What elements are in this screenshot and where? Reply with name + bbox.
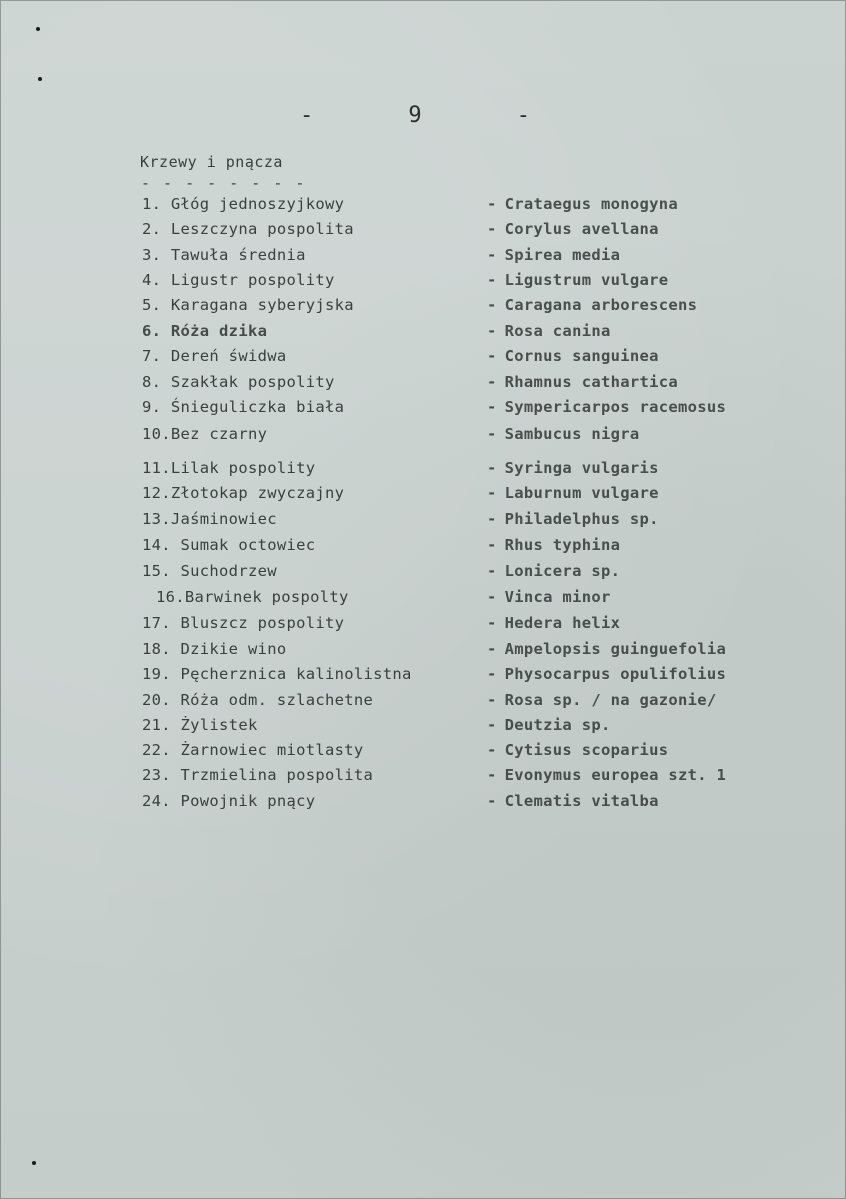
list-item: [0, 425, 846, 447]
page-number: 9: [408, 103, 422, 128]
polish-name: 15. Suchodrzew: [142, 562, 277, 580]
polish-name: 24. Powojnik pnący: [142, 792, 316, 810]
polish-name: 21. Żylistek: [142, 716, 258, 734]
latin-name: - Rosa canina: [487, 322, 611, 340]
latin-name: - Deutzia sp.: [487, 716, 611, 734]
heading-underline: - - - - - - - -: [141, 174, 307, 192]
list-item: [0, 614, 846, 636]
polish-name: 11.Lilak pospolity: [142, 459, 316, 477]
polish-name: 22. Żarnowiec miotlasty: [142, 741, 364, 759]
polish-name: 18. Dzikie wino: [142, 640, 287, 658]
list-item: [0, 766, 846, 788]
polish-name: 1. Głóg jednoszyjkowy: [142, 195, 345, 213]
polish-name: 12.Złotokap zwyczajny: [142, 484, 345, 502]
latin-name: - Corylus avellana: [487, 220, 659, 238]
list-item: [0, 322, 846, 344]
page-number-dash-right: -: [516, 103, 530, 128]
list-item: [0, 691, 846, 713]
list-item: [0, 459, 846, 481]
list-item: [0, 347, 846, 369]
list-item: [0, 792, 846, 814]
polish-name: 7. Dereń świdwa: [142, 347, 287, 365]
list-item: [0, 588, 846, 610]
polish-name: 14. Sumak octowiec: [142, 536, 316, 554]
list-item: [0, 716, 846, 738]
polish-name: 4. Ligustr pospolity: [142, 271, 335, 289]
list-item: [0, 510, 846, 532]
latin-name: - Lonicera sp.: [487, 562, 621, 580]
latin-name: - Clematis vitalba: [487, 792, 659, 810]
list-item: [0, 246, 846, 268]
latin-name: - Spirea media: [487, 246, 621, 264]
latin-name: - Philadelphus sp.: [487, 510, 659, 528]
latin-name: - Vinca minor: [487, 588, 611, 606]
polish-name: 16.Barwinek pospolty: [156, 588, 349, 606]
polish-name: 2. Leszczyna pospolita: [142, 220, 354, 238]
latin-name: - Rosa sp. / na gazonie/: [487, 691, 717, 709]
list-item: [0, 484, 846, 506]
latin-name: - Laburnum vulgare: [487, 484, 659, 502]
latin-name: - Ligustrum vulgare: [487, 271, 669, 289]
polish-name: 5. Karagana syberyjska: [142, 296, 354, 314]
polish-name: 6. Róża dzika: [142, 322, 268, 340]
list-item: [0, 373, 846, 395]
polish-name: 8. Szakłak pospolity: [142, 373, 335, 391]
list-item: [0, 195, 846, 217]
polish-name: 9. Śnieguliczka biała: [142, 398, 345, 416]
list-item: [0, 536, 846, 558]
list-item: [0, 665, 846, 687]
latin-name: - Ampelopsis guinguefolia: [487, 640, 727, 658]
latin-name: - Physocarpus opulifolius: [487, 665, 727, 683]
polish-name: 13.Jaśminowiec: [142, 510, 277, 528]
latin-name: - Evonymus europea szt. 1: [487, 766, 727, 784]
page-number-dash-left: -: [300, 103, 314, 128]
latin-name: - Caragana arborescens: [487, 296, 698, 314]
section-heading: Krzewy i pnącza: [140, 153, 283, 171]
polish-name: 20. Róża odm. szlachetne: [142, 691, 374, 709]
polish-name: 17. Bluszcz pospolity: [142, 614, 345, 632]
list-item: [0, 398, 846, 420]
latin-name: - Cornus sanguinea: [487, 347, 659, 365]
latin-name: - Sambucus nigra: [487, 425, 640, 443]
latin-name: - Rhus typhina: [487, 536, 621, 554]
list-item: [0, 296, 846, 318]
polish-name: 19. Pęcherznica kalinolistna: [142, 665, 412, 683]
polish-name: 10.Bez czarny: [142, 425, 268, 443]
latin-name: - Syringa vulgaris: [487, 459, 659, 477]
list-item: [0, 562, 846, 584]
list-item: [0, 640, 846, 662]
latin-name: - Sympericarpos racemosus: [487, 398, 727, 416]
list-item: [0, 271, 846, 293]
latin-name: - Cytisus scoparius: [487, 741, 669, 759]
latin-name: - Crataegus monogyna: [487, 195, 679, 213]
latin-name: - Rhamnus cathartica: [487, 373, 679, 391]
polish-name: 3. Tawuła średnia: [142, 246, 306, 264]
list-item: [0, 220, 846, 242]
list-item: [0, 741, 846, 763]
latin-name: - Hedera helix: [487, 614, 621, 632]
polish-name: 23. Trzmielina pospolita: [142, 766, 374, 784]
